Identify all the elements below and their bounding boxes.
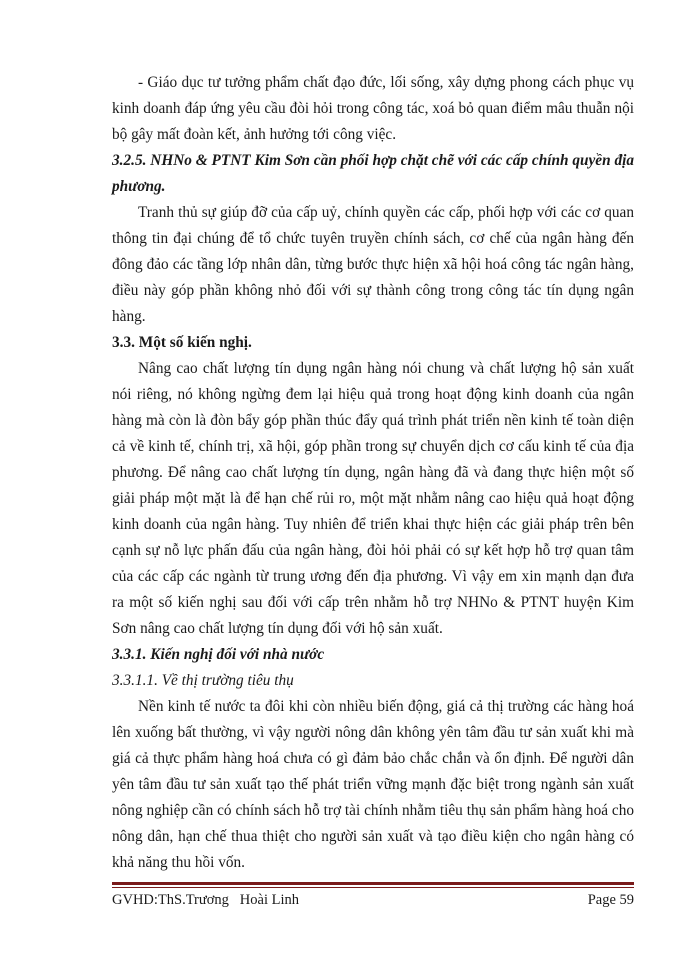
paragraph-recommendations: Nâng cao chất lượng tín dụng ngân hàng nói chung và chất lượng hộ sản xuất nói riêng, nó không ngừng đem lại hiệu quả trong hoạt động kinh doanh của ngân hàng mà còn là đòn bẩy góp phần thúc đẩy quá trình phát triển nền kinh tế toàn diện cả về kinh tế, chính trị, xã hội, góp phần trong sự chuyển dịch cơ cấu kinh tế của địa phương. Để nâng cao chất lượng tín dụng, ngân hàng đã và đang thực hiện một số giải pháp một mặt là để hạn chế rủi ro, một mặt nhằm nâng cao hiệu quả hoạt động kinh doanh của ngân hàng. Tuy nhiên để triển khai thực hiện các giải pháp trên bên cạnh sự nỗ lực phấn đấu của ngân hàng, đòi hỏi phải có sự kết hợp hỗ trợ quan tâm của các cấp các ngành từ trung ương đến địa phương. Vì vậy em xin mạnh dạn đưa ra một số kiến nghị sau đối với cấp trên nhằm hỗ trợ NHNo & PTNT huyện Kim Sơn nâng cao chất lượng tín dụng đối với hộ sản xuất. — [112, 360, 634, 637]
paragraph-education: - Giáo dục tư tưởng phẩm chất đạo đức, lối sống, xây dựng phong cách phục vụ kinh doanh đáp ứng yêu cầu đòi hỏi trong công tác, xoá bỏ quan điểm mâu thuẫn nội bộ gây mất đoàn kết, ảnh hưởng tới công việc. — [112, 74, 634, 143]
section-heading-3-3: 3.3. Một số kiến nghị. — [112, 334, 252, 351]
section-heading-3-2-5: 3.2.5. NHNo & PTNT Kim Sơn cần phối hợp chặt chẽ với các cấp chính quyền địa phương. — [112, 152, 634, 195]
footer-divider-thick — [112, 882, 634, 885]
page-number: Page 59 — [587, 892, 634, 908]
section-heading-3-3-1-1: 3.3.1.1. Về thị trường tiêu thụ — [112, 672, 294, 689]
page-body — [112, 70, 634, 876]
footer-divider-thin — [112, 887, 634, 888]
footer-advisor: GVHD:ThS.Trương Hoài Linh — [112, 892, 299, 908]
page-footer — [112, 890, 634, 910]
section-heading-3-3-1: 3.3.1. Kiến nghị đối với nhà nước — [112, 646, 325, 663]
paragraph-cooperation: Tranh thủ sự giúp đỡ của cấp uỷ, chính quyền các cấp, phối hợp với các cơ quan thông tin đại chúng để tổ chức tuyên truyền chính sách, cơ chế của ngân hàng đến đông đảo các tầng lớp nhân dân, từng bước thực hiện xã hội hoá công tác ngân hàng, điều này góp phần không nhỏ đối với sự thành công trong công tác tín dụng ngân hàng. — [112, 204, 634, 325]
paragraph-market: Nền kinh tế nước ta đôi khi còn nhiều biến động, giá cả thị trường các hàng hoá lên xuống bất thường, vì vậy người nông dân không yên tâm đầu tư sản xuất khi mà giá cả thực phẩm hàng hoá chưa có gì đảm bảo chắc chắn và ổn định. Để người dân yên tâm đầu tư sản xuất tạo thế phát triển vững mạnh đặc biệt trong ngành sản xuất nông nghiệp cần có chính sách hỗ trợ tài chính nhằm tiêu thụ sản phẩm hàng hoá cho nông dân, hạn chế thua thiệt cho người sản xuất và tạo điều kiện cho ngân hàng có khả năng thu hồi vốn. — [112, 698, 634, 871]
